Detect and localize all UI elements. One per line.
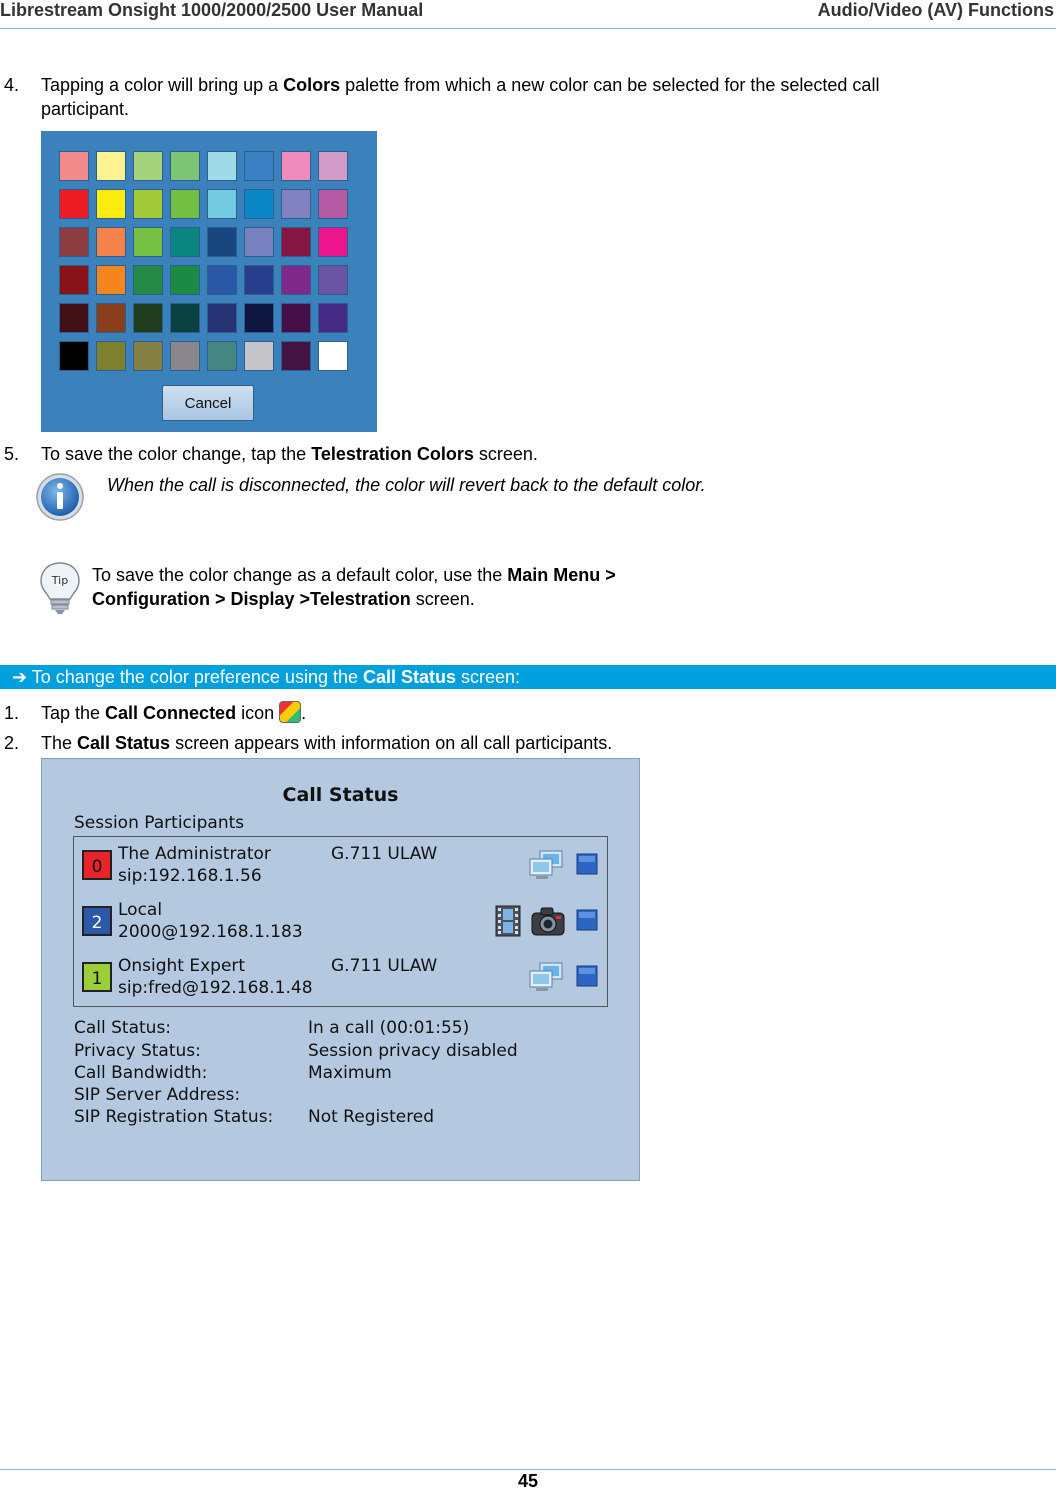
color-swatch[interactable]: [133, 265, 163, 295]
info-icon: [35, 472, 85, 522]
procedure-banner: ➔ To change the color preference using the Call Status screen:: [0, 665, 1056, 689]
call-status-label: Call Status:: [74, 1018, 172, 1038]
color-swatch[interactable]: [318, 265, 348, 295]
privacy-status-value: Session privacy disabled: [308, 1041, 518, 1061]
window-icon[interactable]: [576, 909, 598, 931]
color-swatch[interactable]: [59, 265, 89, 295]
participant-badge: 2: [82, 906, 112, 936]
call-status-screen: [41, 758, 640, 1181]
color-swatch[interactable]: [318, 227, 348, 257]
color-swatch[interactable]: [96, 265, 126, 295]
color-swatch[interactable]: [244, 265, 274, 295]
participant-address: sip:192.168.1.56: [118, 866, 262, 886]
window-icon[interactable]: [576, 853, 598, 875]
step-text: To save the color change, tap the Telestration Colors screen.: [41, 444, 538, 464]
page-number: 45: [517, 1471, 539, 1491]
participant-codec: G.711 ULAW: [331, 844, 438, 864]
call-bandwidth-value: Maximum: [308, 1063, 392, 1083]
session-participants-label: Session Participants: [74, 813, 245, 833]
step-text: The Call Status screen appears with information on all call participants.: [41, 733, 613, 753]
participant-badge: 0: [82, 850, 112, 880]
step-text: Tapping a color will bring up a Colors palette from which a new color can be selected for the selected call: [41, 75, 880, 95]
color-swatch[interactable]: [281, 341, 311, 371]
color-swatch[interactable]: [318, 151, 348, 181]
color-swatch[interactable]: [96, 151, 126, 181]
color-swatch[interactable]: [281, 265, 311, 295]
color-swatch[interactable]: [170, 189, 200, 219]
tip-text-continued: Configuration > Display >Telestration screen.: [92, 589, 475, 609]
call-bandwidth-label: Call Bandwidth:: [74, 1063, 208, 1083]
color-swatch[interactable]: [207, 265, 237, 295]
colors-palette: [41, 131, 377, 432]
participant-codec: G.711 ULAW: [331, 956, 438, 976]
color-swatch[interactable]: [133, 341, 163, 371]
color-swatch[interactable]: [170, 227, 200, 257]
color-swatch[interactable]: [281, 227, 311, 257]
color-swatch[interactable]: [318, 303, 348, 333]
color-swatch[interactable]: [170, 341, 200, 371]
window-icon[interactable]: [576, 965, 598, 987]
footer-divider: [0, 1469, 1056, 1470]
camera-icon: [530, 905, 566, 937]
info-note-text: When the call is disconnected, the color will revert back to the default color.: [107, 475, 706, 495]
color-swatch[interactable]: [207, 303, 237, 333]
svg-text:Tip: Tip: [51, 574, 69, 587]
color-swatch[interactable]: [281, 303, 311, 333]
color-swatch[interactable]: [96, 227, 126, 257]
color-swatch[interactable]: [59, 303, 89, 333]
step-number: 5.: [4, 444, 20, 464]
color-swatch[interactable]: [133, 189, 163, 219]
color-swatch[interactable]: [244, 189, 274, 219]
color-swatch[interactable]: [207, 151, 237, 181]
color-swatch[interactable]: [96, 341, 126, 371]
color-swatch[interactable]: [170, 151, 200, 181]
sip-server-address-label: SIP Server Address:: [74, 1085, 241, 1105]
color-swatch[interactable]: [207, 341, 237, 371]
color-swatch[interactable]: [281, 189, 311, 219]
color-swatch[interactable]: [244, 341, 274, 371]
network-icon: [528, 849, 564, 881]
participant-name: Local: [118, 900, 163, 920]
running-header-section: Audio/Video (AV) Functions: [817, 0, 1054, 20]
color-swatch[interactable]: [59, 151, 89, 181]
participant-list: [73, 836, 608, 1007]
color-swatch[interactable]: [59, 227, 89, 257]
running-header-title: Librestream Onsight 1000/2000/2500 User Manual: [0, 0, 424, 20]
step-number: 2.: [4, 733, 20, 753]
participant-name: The Administrator: [118, 844, 271, 864]
cancel-button[interactable]: Cancel: [162, 385, 254, 421]
participant-row[interactable]: [74, 949, 607, 1005]
color-swatch[interactable]: [244, 151, 274, 181]
color-swatch[interactable]: [59, 341, 89, 371]
sip-registration-status-label: SIP Registration Status:: [74, 1107, 274, 1127]
color-swatch[interactable]: [318, 189, 348, 219]
film-icon: [494, 905, 522, 937]
call-status-value: In a call (00:01:55): [308, 1018, 470, 1038]
color-swatch[interactable]: [133, 303, 163, 333]
color-swatch[interactable]: [170, 265, 200, 295]
participant-address: 2000@192.168.1.183: [118, 922, 303, 942]
color-swatch[interactable]: [281, 151, 311, 181]
tip-lightbulb-icon: [38, 560, 82, 616]
step-number: 4.: [4, 75, 20, 95]
color-swatch[interactable]: [59, 189, 89, 219]
tip-text: To save the color change as a default color, use the Main Menu >: [92, 565, 616, 585]
step-number: 1.: [4, 703, 20, 723]
arrow-icon: ➔: [12, 667, 28, 687]
color-swatch[interactable]: [207, 227, 237, 257]
color-swatch[interactable]: [133, 151, 163, 181]
call-connected-icon: [279, 701, 301, 723]
color-swatch[interactable]: [244, 303, 274, 333]
color-swatch[interactable]: [96, 189, 126, 219]
color-swatch[interactable]: [244, 227, 274, 257]
color-swatch[interactable]: [207, 189, 237, 219]
color-swatch[interactable]: [170, 303, 200, 333]
participant-address: sip:fred@192.168.1.48: [118, 978, 313, 998]
color-swatch[interactable]: [318, 341, 348, 371]
color-swatch[interactable]: [96, 303, 126, 333]
privacy-status-label: Privacy Status:: [74, 1041, 201, 1061]
step-text: Tap the Call Connected icon .: [41, 703, 307, 723]
color-swatch-grid: [59, 151, 348, 371]
network-icon: [528, 961, 564, 993]
participant-name: Onsight Expert: [118, 956, 246, 976]
call-status-title: Call Status: [282, 784, 399, 806]
step-text-continued: participant.: [41, 99, 130, 119]
participant-row[interactable]: [74, 837, 607, 893]
sip-registration-status-value: Not Registered: [308, 1107, 435, 1127]
participant-badge: 1: [82, 962, 112, 992]
participant-row[interactable]: [74, 893, 607, 949]
header-divider: [0, 28, 1056, 29]
color-swatch[interactable]: [133, 227, 163, 257]
